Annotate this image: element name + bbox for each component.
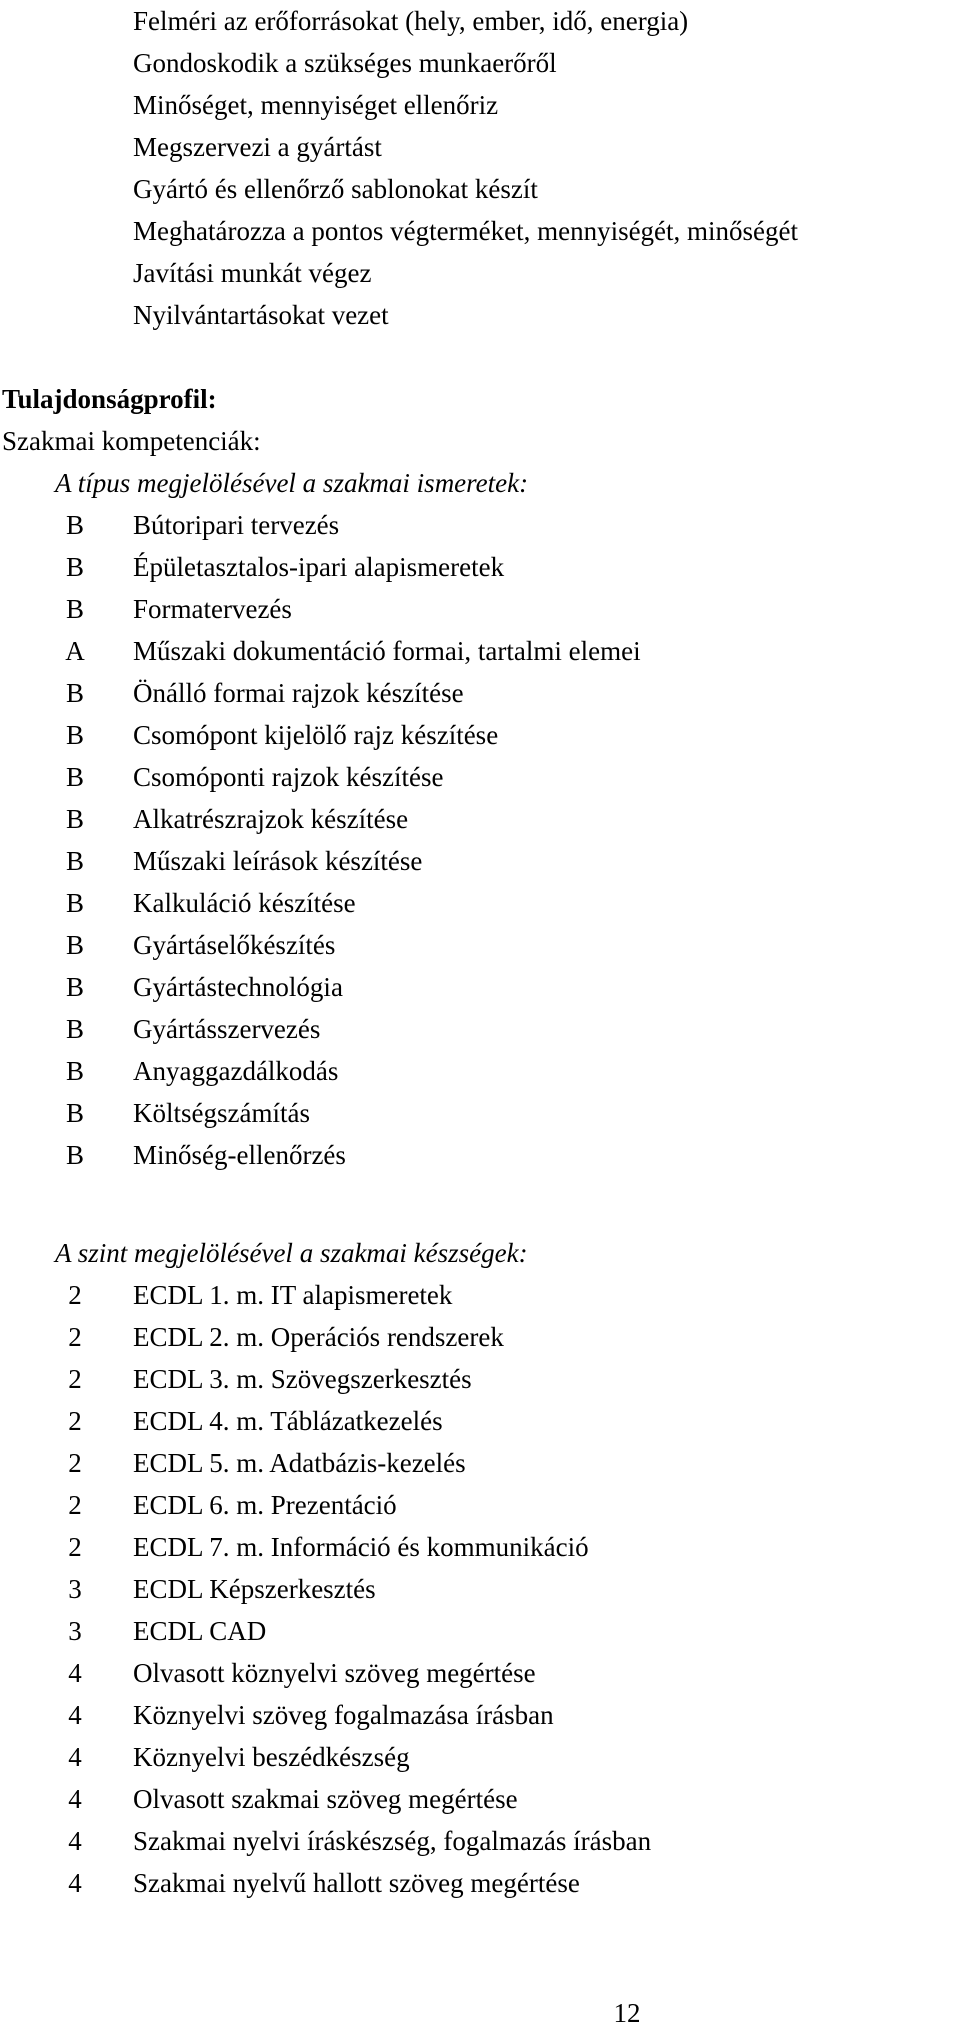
skill-level: 4	[68, 1658, 82, 1688]
knowledge-title: A típus megjelölésével a szakmai ismeretek:	[55, 468, 529, 498]
skill-text: ECDL 6. m. Prezentáció	[133, 1490, 397, 1520]
task-line: Minőséget, mennyiséget ellenőriz	[133, 90, 499, 120]
task-line: Felméri az erőforrásokat (hely, ember, idő, energia)	[133, 6, 689, 36]
knowledge-text: Gyártáselőkészítés	[133, 930, 336, 960]
knowledge-code: B	[65, 1056, 84, 1086]
knowledge-code: B	[65, 846, 84, 876]
knowledge-code: B	[65, 1014, 84, 1044]
skill-level: 4	[68, 1742, 82, 1772]
skill-text: ECDL CAD	[133, 1616, 267, 1646]
skill-text: Köznyelvi szöveg fogalmazása írásban	[133, 1700, 554, 1730]
skill-item	[0, 1400, 960, 1442]
skill-item	[0, 1610, 960, 1652]
skills-title: A szint megjelölésével a szakmai készségek:	[55, 1238, 528, 1268]
skill-text: ECDL 2. m. Operációs rendszerek	[133, 1322, 504, 1352]
knowledge-text: Önálló formai rajzok készítése	[133, 678, 464, 708]
knowledge-code: B	[65, 804, 84, 834]
knowledge-text: Formatervezés	[133, 594, 292, 624]
page-number: 12	[613, 1998, 641, 2028]
knowledge-item	[0, 588, 960, 630]
knowledge-item	[0, 924, 960, 966]
skill-text: Olvasott szakmai szöveg megértése	[133, 1784, 518, 1814]
skill-item	[0, 1358, 960, 1400]
skill-item	[0, 1652, 960, 1694]
skill-level: 2	[68, 1490, 82, 1520]
knowledge-item	[0, 630, 960, 672]
knowledge-code: B	[65, 510, 84, 540]
task-line: Megszervezi a gyártást	[133, 132, 382, 162]
skill-text: ECDL 1. m. IT alapismeretek	[133, 1280, 453, 1310]
skill-item	[0, 1778, 960, 1820]
skill-text: ECDL 4. m. Táblázatkezelés	[133, 1406, 443, 1436]
competencies-subheading: Szakmai kompetenciák:	[2, 426, 261, 456]
knowledge-code: B	[65, 552, 84, 582]
skill-level: 2	[68, 1532, 82, 1562]
skill-item	[0, 1526, 960, 1568]
knowledge-text: Csomópont kijelölő rajz készítése	[133, 720, 499, 750]
knowledge-item	[0, 672, 960, 714]
task-line: Gyártó és ellenőrző sablonokat készít	[133, 174, 538, 204]
skill-level: 3	[68, 1616, 82, 1646]
skill-level: 2	[68, 1280, 82, 1310]
knowledge-text: Anyaggazdálkodás	[133, 1056, 339, 1086]
skill-item	[0, 1484, 960, 1526]
knowledge-code: B	[65, 762, 84, 792]
knowledge-code: B	[65, 1140, 84, 1170]
skill-text: ECDL 7. m. Információ és kommunikáció	[133, 1532, 589, 1562]
skill-item	[0, 1316, 960, 1358]
skill-item	[0, 1862, 960, 1904]
knowledge-code: B	[65, 972, 84, 1002]
knowledge-item	[0, 546, 960, 588]
skill-level: 2	[68, 1448, 82, 1478]
knowledge-text: Bútoripari tervezés	[133, 510, 340, 540]
knowledge-code: B	[65, 1098, 84, 1128]
knowledge-code: B	[65, 720, 84, 750]
skill-item	[0, 1694, 960, 1736]
knowledge-item	[0, 756, 960, 798]
task-line: Nyilvántartásokat vezet	[133, 300, 389, 330]
skill-text: ECDL 5. m. Adatbázis-kezelés	[133, 1448, 466, 1478]
skill-level: 2	[68, 1364, 82, 1394]
skill-text: Olvasott köznyelvi szöveg megértése	[133, 1658, 536, 1688]
skill-level: 2	[68, 1322, 82, 1352]
knowledge-text: Csomóponti rajzok készítése	[133, 762, 444, 792]
skill-text: ECDL 3. m. Szövegszerkesztés	[133, 1364, 472, 1394]
knowledge-text: Műszaki dokumentáció formai, tartalmi elemei	[133, 636, 641, 666]
knowledge-item	[0, 798, 960, 840]
knowledge-text: Épületasztalos-ipari alapismeretek	[133, 552, 505, 582]
knowledge-code: B	[65, 678, 84, 708]
skill-level: 4	[68, 1784, 82, 1814]
skill-text: Szakmai nyelvi íráskészség, fogalmazás írásban	[133, 1826, 652, 1856]
knowledge-code: B	[65, 594, 84, 624]
knowledge-text: Gyártástechnológia	[133, 972, 343, 1002]
skill-item	[0, 1736, 960, 1778]
profile-heading: Tulajdonságprofil:	[2, 384, 217, 414]
task-line: Gondoskodik a szükséges munkaerőről	[133, 48, 557, 78]
knowledge-item	[0, 840, 960, 882]
skill-level: 2	[68, 1406, 82, 1436]
knowledge-item	[0, 1050, 960, 1092]
task-line: Javítási munkát végez	[133, 258, 372, 288]
skill-level: 4	[68, 1868, 82, 1898]
knowledge-item	[0, 882, 960, 924]
knowledge-code: B	[65, 930, 84, 960]
skill-item	[0, 1274, 960, 1316]
knowledge-text: Költségszámítás	[133, 1098, 310, 1128]
knowledge-item	[0, 714, 960, 756]
knowledge-item	[0, 966, 960, 1008]
knowledge-item	[0, 1134, 960, 1176]
skill-item	[0, 1568, 960, 1610]
knowledge-text: Kalkuláció készítése	[133, 888, 356, 918]
knowledge-item	[0, 1008, 960, 1050]
skill-level: 3	[68, 1574, 82, 1604]
knowledge-text: Gyártásszervezés	[133, 1014, 321, 1044]
knowledge-text: Alkatrészrajzok készítése	[133, 804, 409, 834]
knowledge-text: Minőség-ellenőrzés	[133, 1140, 346, 1170]
skill-item	[0, 1442, 960, 1484]
knowledge-code: A	[65, 636, 85, 666]
knowledge-item	[0, 1092, 960, 1134]
knowledge-item	[0, 504, 960, 546]
skill-text: Szakmai nyelvű hallott szöveg megértése	[133, 1868, 580, 1898]
knowledge-code: B	[65, 888, 84, 918]
skill-level: 4	[68, 1826, 82, 1856]
skill-text: ECDL Képszerkesztés	[133, 1574, 376, 1604]
knowledge-text: Műszaki leírások készítése	[133, 846, 423, 876]
skill-level: 4	[68, 1700, 82, 1730]
task-line: Meghatározza a pontos végterméket, mennyiségét, minőségét	[133, 216, 799, 246]
skill-item	[0, 1820, 960, 1862]
skill-text: Köznyelvi beszédkészség	[133, 1742, 410, 1772]
